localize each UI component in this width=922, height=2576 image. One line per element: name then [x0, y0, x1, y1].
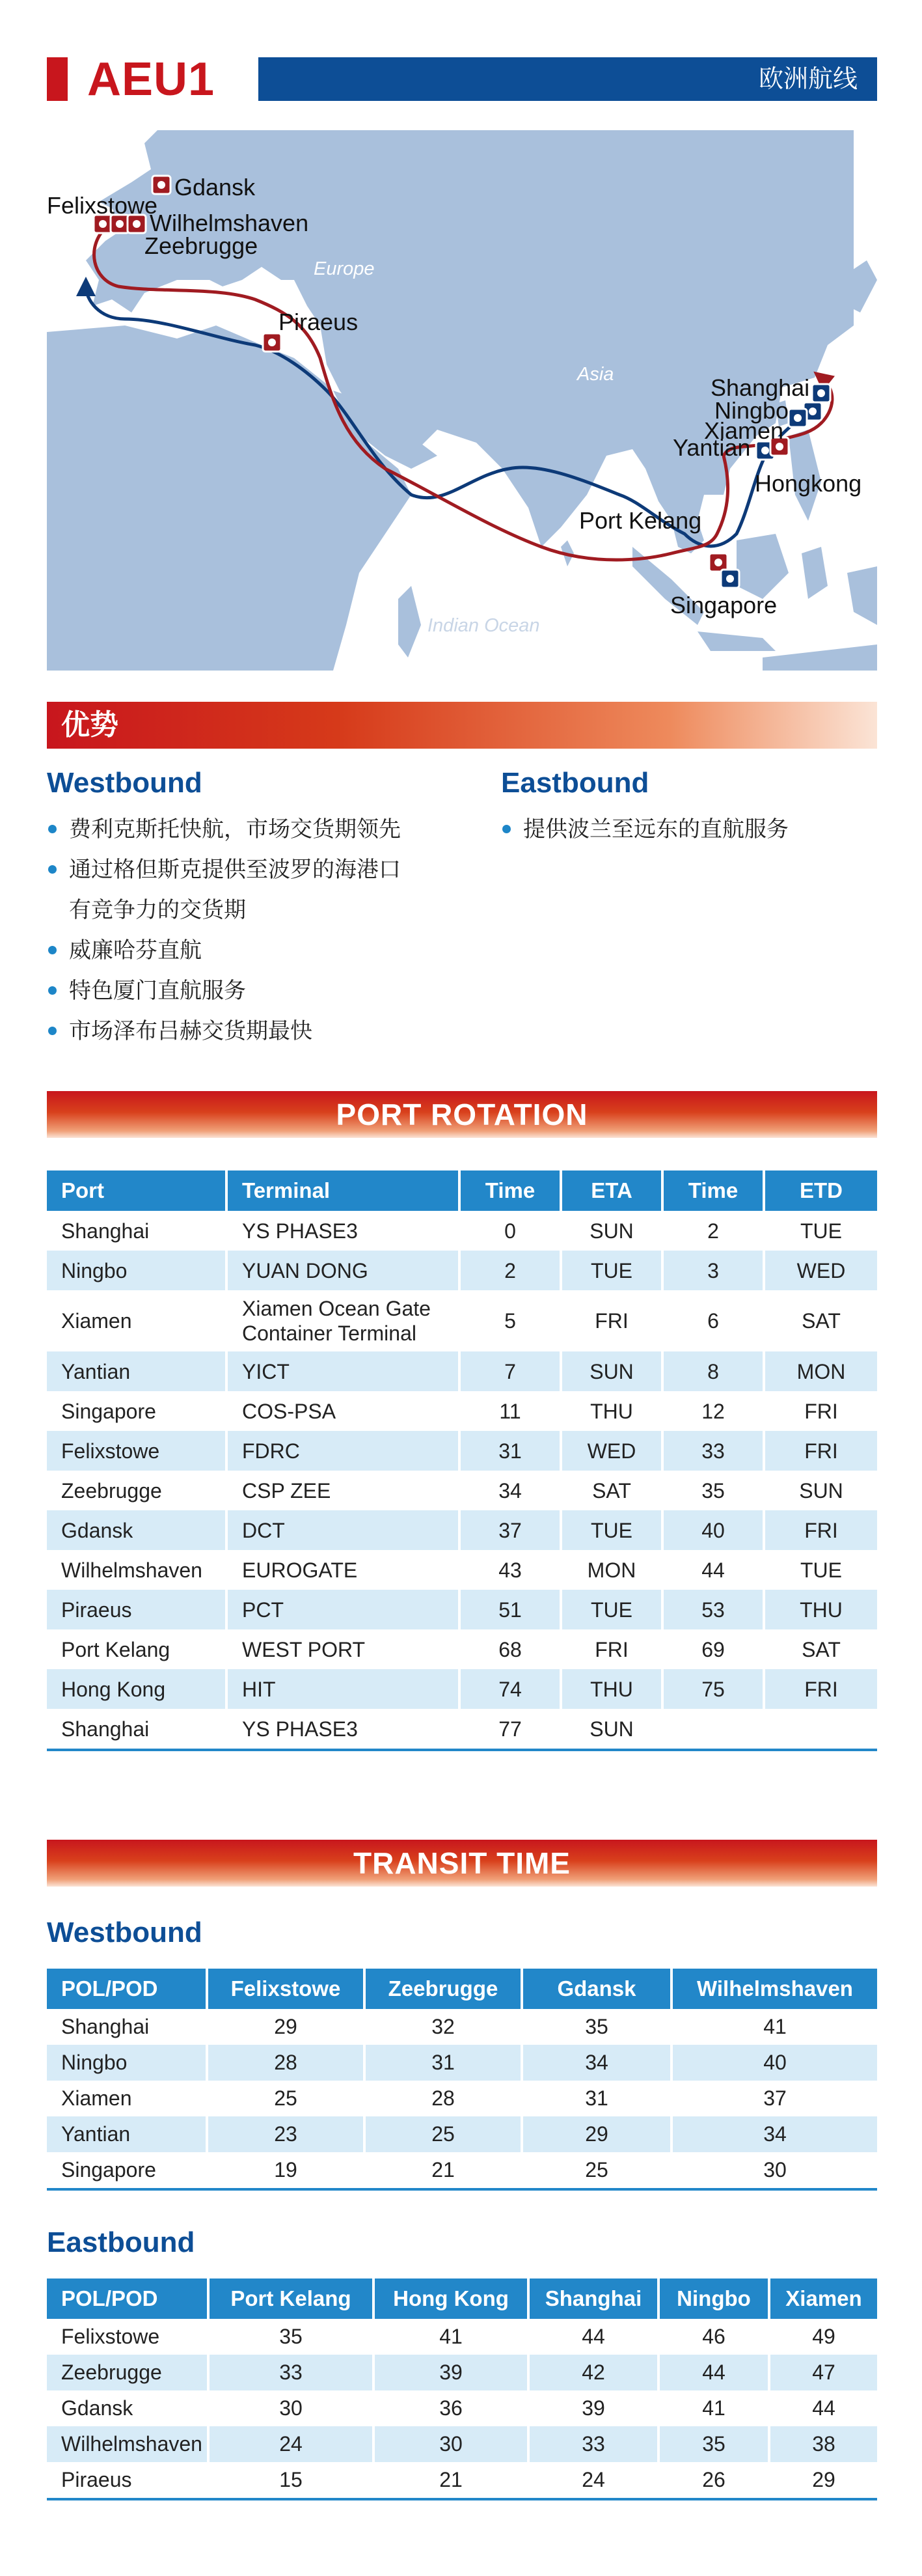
col-header-port: Port [47, 1170, 228, 1211]
list-item-continuation: 有竞争力的交货期 [69, 897, 246, 923]
table-row [47, 2009, 877, 2045]
port-label-singapore: Singapore [670, 592, 778, 618]
table-cell: 37 [673, 2081, 877, 2116]
table-cell: 74 [461, 1669, 562, 1709]
table-cell: Xiamen [47, 1290, 228, 1351]
list-item: 费利克斯托快航，市场交货期领先 [47, 809, 450, 850]
table-cell: 40 [664, 1510, 765, 1550]
table-cell: 33 [530, 2426, 660, 2462]
port-label-xiamen: Xiamen [704, 417, 784, 444]
col-header-pol-pod: POL/POD [47, 2278, 210, 2319]
list-item: 提供波兰至远东的直航服务 [501, 809, 877, 850]
table-cell: 24 [530, 2462, 660, 2498]
table-cell: 3 [664, 1251, 765, 1290]
table-cell: 31 [366, 2045, 523, 2081]
table-cell: 35 [523, 2009, 673, 2045]
table-cell: CSP ZEE [228, 1471, 461, 1510]
table-cell: 35 [210, 2319, 375, 2355]
table-row [47, 1550, 877, 1590]
table-cell: Ningbo [47, 2045, 208, 2081]
table-cell: 44 [664, 1550, 765, 1590]
table-cell: 42 [530, 2355, 660, 2390]
list-item: 市场泽布吕赫交货期最快 [47, 1011, 450, 1051]
table-cell: 37 [461, 1510, 562, 1550]
header-blue-band [258, 57, 877, 101]
table-cell: Gdansk [47, 1510, 228, 1550]
table-row [47, 1431, 877, 1471]
table-cell: 25 [366, 2116, 523, 2152]
col-header-xiamen: Xiamen [770, 2278, 877, 2319]
table-cell: SAT [765, 1290, 877, 1351]
table-cell: PCT [228, 1590, 461, 1629]
westbound-advantages-title: Westbound [47, 767, 202, 799]
table-cell: 35 [664, 1471, 765, 1510]
table-cell: TUE [562, 1590, 664, 1629]
table-cell: Piraeus [47, 1590, 228, 1629]
table-row [47, 1391, 877, 1431]
table-cell: Zeebrugge [47, 1471, 228, 1510]
table-cell: Ningbo [47, 1251, 228, 1290]
table-cell: THU [562, 1391, 664, 1431]
table-cell: 0 [461, 1211, 562, 1251]
table-cell: Xiamen [47, 2081, 208, 2116]
table-cell: 41 [660, 2390, 770, 2426]
port-label-shanghai: Shanghai [711, 374, 810, 401]
table-cell: 47 [770, 2355, 877, 2390]
table-cell: MON [765, 1351, 877, 1391]
table-cell: 46 [660, 2319, 770, 2355]
eastbound-transit-body [47, 2319, 877, 2498]
westbound-advantages-list [47, 809, 450, 1051]
table-cell: 29 [523, 2116, 673, 2152]
col-header-felixstowe: Felixstowe [208, 1969, 366, 2009]
table-row [47, 1590, 877, 1629]
table-cell: TUE [765, 1211, 877, 1251]
table-row [47, 1290, 877, 1351]
table-cell: Shanghai [47, 2009, 208, 2045]
table-cell: Singapore [47, 1391, 228, 1431]
route-subtitle: 欧洲航线 [758, 64, 858, 93]
eastbound-advantages-list [501, 809, 877, 850]
table-row [47, 1510, 877, 1550]
table-cell: YS PHASE3 [228, 1211, 461, 1251]
col-header-shanghai: Shanghai [530, 2278, 660, 2319]
table-cell: Shanghai [47, 1709, 228, 1749]
table-cell: 32 [366, 2009, 523, 2045]
table-cell: Wilhelmshaven [47, 2426, 210, 2462]
table-header-row [47, 1170, 877, 1211]
table-cell: 41 [673, 2009, 877, 2045]
table-cell: FRI [765, 1669, 877, 1709]
table-cell: Zeebrugge [47, 2355, 210, 2390]
col-header-zeebrugge: Zeebrugge [366, 1969, 523, 2009]
table-cell: 41 [375, 2319, 530, 2355]
table-cell [765, 1709, 877, 1749]
advantages-title: 优势 [61, 708, 118, 741]
table-cell: 30 [210, 2390, 375, 2426]
westbound-advantages [47, 765, 450, 1051]
table-cell: COS-PSA [228, 1391, 461, 1431]
table-cell: 51 [461, 1590, 562, 1629]
port-label-yantian: Yantian [673, 434, 751, 461]
table-cell: 44 [770, 2390, 877, 2426]
table-cell: 15 [210, 2462, 375, 2498]
col-header-wilhelmshaven: Wilhelmshaven [673, 1969, 877, 2009]
table-cell: Gdansk [47, 2390, 210, 2426]
port-label-port-kelang: Port Kelang [579, 507, 702, 534]
table-row [47, 1709, 877, 1749]
table-cell: 30 [375, 2426, 530, 2462]
port-label-zeebrugge: Zeebrugge [144, 232, 258, 259]
table-row [47, 2426, 877, 2462]
table-cell: 31 [461, 1431, 562, 1471]
table-cell: SUN [562, 1211, 664, 1251]
table-cell: YS PHASE3 [228, 1709, 461, 1749]
table-cell: Yantian [47, 1351, 228, 1391]
col-header-port-kelang: Port Kelang [210, 2278, 375, 2319]
table-cell: Shanghai [47, 1211, 228, 1251]
table-cell: 44 [530, 2319, 660, 2355]
table-cell: Xiamen Ocean Gate Container Terminal [228, 1290, 461, 1351]
col-header-eta-time: Time [461, 1170, 562, 1211]
table-row [47, 2319, 877, 2355]
table-cell: 33 [210, 2355, 375, 2390]
table-cell: 43 [461, 1550, 562, 1590]
port-rotation-bar [47, 1091, 877, 1138]
list-item: 威廉哈芬直航 [47, 930, 450, 971]
transit-time-title: TRANSIT TIME [353, 1846, 571, 1880]
westbound-transit-title: Westbound [47, 1917, 202, 1948]
table-cell: SUN [765, 1471, 877, 1510]
table-cell: Port Kelang [47, 1629, 228, 1669]
table-cell: 75 [664, 1669, 765, 1709]
table-cell: FRI [765, 1431, 877, 1471]
table-cell: 29 [770, 2462, 877, 2498]
table-cell: Singapore [47, 2152, 208, 2188]
table-cell: YUAN DONG [228, 1251, 461, 1290]
table-cell: Wilhelmshaven [47, 1550, 228, 1590]
list-item: 特色厦门直航服务 [47, 971, 450, 1011]
table-cell: WED [562, 1431, 664, 1471]
table-cell: 11 [461, 1391, 562, 1431]
table-cell: 21 [366, 2152, 523, 2188]
port-label-wilhelmshaven: Wilhelmshaven [150, 210, 309, 236]
table-cell: 12 [664, 1391, 765, 1431]
table-cell: Yantian [47, 2116, 208, 2152]
table-cell: 39 [530, 2390, 660, 2426]
table-cell: 34 [461, 1471, 562, 1510]
table-cell: MON [562, 1550, 664, 1590]
table-cell: 34 [523, 2045, 673, 2081]
table-cell: 7 [461, 1351, 562, 1391]
port-rotation-title: PORT ROTATION [336, 1098, 588, 1131]
table-cell [664, 1709, 765, 1749]
page-header [47, 53, 877, 105]
table-row [47, 1471, 877, 1510]
list-item: 通过格但斯克提供至波罗的海港口 [47, 850, 450, 890]
table-cell: 30 [673, 2152, 877, 2188]
table-cell: 35 [660, 2426, 770, 2462]
table-cell: FDRC [228, 1431, 461, 1471]
table-cell: WED [765, 1251, 877, 1290]
region-label-europe: Europe [314, 258, 375, 279]
table-cell: 29 [208, 2009, 366, 2045]
table-cell: FRI [562, 1290, 664, 1351]
port-label-hongkong: Hongkong [755, 470, 862, 497]
table-cell: FRI [562, 1629, 664, 1669]
col-header-etd: ETD [765, 1170, 877, 1211]
col-header-hong-kong: Hong Kong [375, 2278, 530, 2319]
table-cell: WEST PORT [228, 1629, 461, 1669]
table-cell: 24 [210, 2426, 375, 2462]
table-cell: Hong Kong [47, 1669, 228, 1709]
table-cell: 53 [664, 1590, 765, 1629]
table-cell: 77 [461, 1709, 562, 1749]
table-cell: THU [765, 1590, 877, 1629]
col-header-terminal: Terminal [228, 1170, 461, 1211]
table-cell: 69 [664, 1629, 765, 1669]
table-row [47, 2116, 877, 2152]
table-cell: YICT [228, 1351, 461, 1391]
table-cell: 28 [366, 2081, 523, 2116]
col-header-eta: ETA [562, 1170, 664, 1211]
table-cell: SAT [765, 1629, 877, 1669]
col-header-pol-pod: POL/POD [47, 1969, 208, 2009]
table-cell: TUE [765, 1550, 877, 1590]
table-row [47, 2045, 877, 2081]
table-cell: 8 [664, 1351, 765, 1391]
table-cell: 31 [523, 2081, 673, 2116]
table-cell: EUROGATE [228, 1550, 461, 1590]
region-label-indian-ocean: Indian Ocean [427, 615, 540, 636]
table-cell: 34 [673, 2116, 877, 2152]
table-cell: 68 [461, 1629, 562, 1669]
table-row [47, 2390, 877, 2426]
table-header-row [47, 2278, 877, 2319]
header-red-block [47, 57, 68, 101]
table-row [47, 1669, 877, 1709]
table-row [47, 1629, 877, 1669]
eastbound-transit-title: Eastbound [47, 2226, 195, 2258]
col-header-gdansk: Gdansk [523, 1969, 673, 2009]
table-cell: Piraeus [47, 2462, 210, 2498]
table-cell: 2 [664, 1211, 765, 1251]
table-cell: 19 [208, 2152, 366, 2188]
table-cell: Felixstowe [47, 2319, 210, 2355]
table-row [47, 2355, 877, 2390]
port-label-gdansk: Gdansk [174, 174, 256, 201]
port-rotation-table [47, 1170, 877, 1751]
table-cell: 26 [660, 2462, 770, 2498]
route-map-svg [47, 130, 877, 671]
table-cell: 38 [770, 2426, 877, 2462]
table-cell: THU [562, 1669, 664, 1709]
table-cell: 23 [208, 2116, 366, 2152]
table-cell: Felixstowe [47, 1431, 228, 1471]
port-label-piraeus: Piraeus [278, 309, 359, 335]
table-cell: TUE [562, 1251, 664, 1290]
eastbound-advantages [501, 765, 877, 850]
table-cell: 33 [664, 1431, 765, 1471]
table-cell: 6 [664, 1290, 765, 1351]
table-cell: 5 [461, 1290, 562, 1351]
table-header-row [47, 1969, 877, 2009]
port-label-felixstowe: Felixstowe [47, 192, 158, 219]
table-cell: SUN [562, 1709, 664, 1749]
table-cell: 40 [673, 2045, 877, 2081]
table-cell: 25 [208, 2081, 366, 2116]
service-code: AEU1 [87, 53, 215, 105]
table-row [47, 2081, 877, 2116]
table-cell: 39 [375, 2355, 530, 2390]
table-row [47, 1251, 877, 1290]
westbound-transit-body [47, 2009, 877, 2188]
table-cell: 28 [208, 2045, 366, 2081]
port-label-ningbo: Ningbo [714, 397, 789, 424]
table-cell: DCT [228, 1510, 461, 1550]
col-header-ningbo: Ningbo [660, 2278, 770, 2319]
eastbound-advantages-title: Eastbound [501, 767, 649, 799]
col-header-etd-time: Time [664, 1170, 765, 1211]
table-cell: 36 [375, 2390, 530, 2426]
table-cell: HIT [228, 1669, 461, 1709]
table-cell: 21 [375, 2462, 530, 2498]
table-row [47, 1211, 877, 1251]
table-cell: SAT [562, 1471, 664, 1510]
table-cell: 44 [660, 2355, 770, 2390]
port-rotation-body [47, 1211, 877, 1749]
table-cell: TUE [562, 1510, 664, 1550]
region-label-asia: Asia [577, 364, 614, 385]
table-row [47, 2462, 877, 2498]
westbound-transit-table [47, 1969, 877, 2191]
table-cell: FRI [765, 1510, 877, 1550]
table-cell: SUN [562, 1351, 664, 1391]
transit-time-bar [47, 1840, 877, 1887]
eastbound-transit-table [47, 2278, 877, 2500]
table-row [47, 1351, 877, 1391]
table-row [47, 2152, 877, 2188]
route-map [47, 130, 877, 671]
table-cell: 2 [461, 1251, 562, 1290]
advantages-bar [47, 702, 877, 749]
table-cell: 25 [523, 2152, 673, 2188]
table-cell: FRI [765, 1391, 877, 1431]
table-cell: 49 [770, 2319, 877, 2355]
